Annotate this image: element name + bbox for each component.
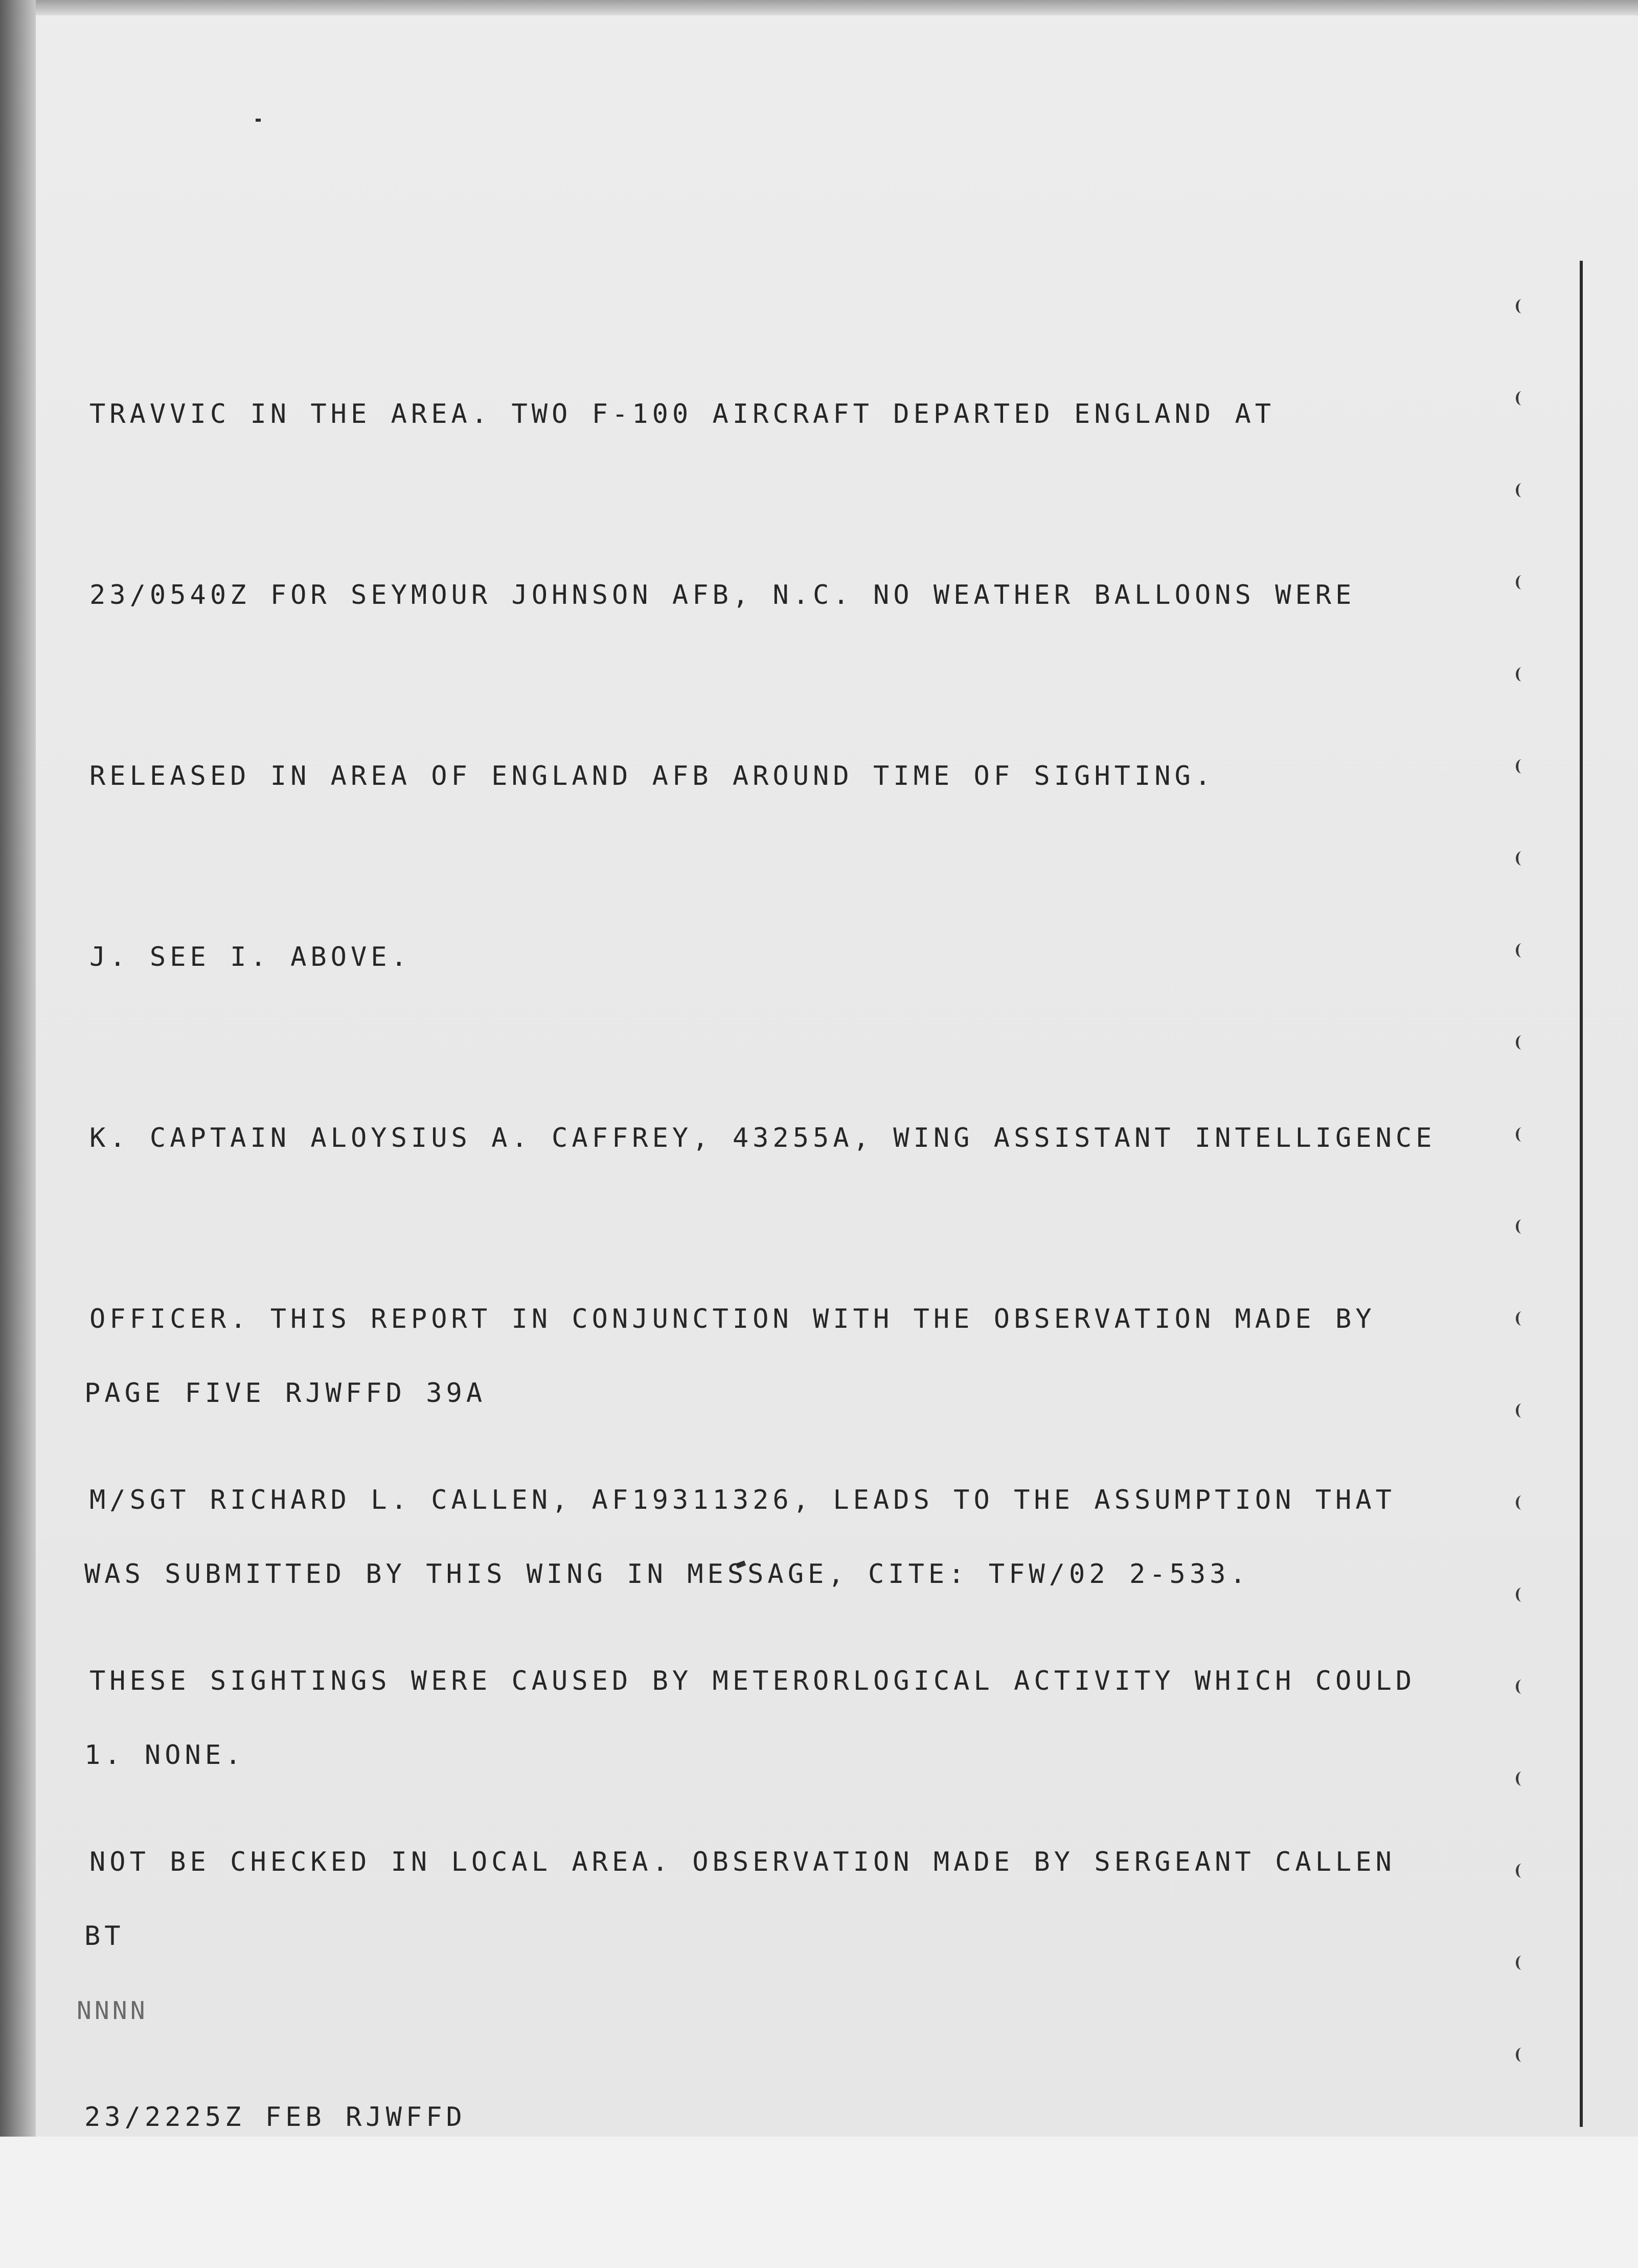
body-line: THESE SIGHTINGS WERE CAUSED BY METERORLOGICAL ACTIVITY WHICH COULD bbox=[89, 1666, 1416, 1696]
tractor-hole-icon bbox=[1516, 759, 1528, 774]
tractor-hole-icon bbox=[1516, 2048, 1528, 2062]
tractor-hole-icon bbox=[1516, 299, 1528, 313]
body-line: NOT BE CHECKED IN LOCAL AREA. OBSERVATION MADE BY SERGEANT CALLEN bbox=[89, 1847, 1396, 1877]
page-left-edge bbox=[0, 0, 36, 2137]
tractor-hole-icon bbox=[1516, 1219, 1528, 1234]
end-of-message-mark: NNNN bbox=[77, 1997, 148, 2025]
tractor-hole-icon bbox=[1516, 1311, 1528, 1326]
footer-line: BT bbox=[84, 1921, 125, 1952]
perforation-rule bbox=[1580, 261, 1583, 2127]
body-line: OFFICER. THIS REPORT IN CONJUNCTION WITH THE OBSERVATION MADE BY bbox=[89, 1304, 1376, 1334]
tractor-hole-icon bbox=[1516, 575, 1528, 589]
tractor-hole-icon bbox=[1516, 851, 1528, 866]
body-line: J. SEE I. ABOVE. bbox=[89, 942, 411, 972]
tractor-hole-icon bbox=[1516, 1864, 1528, 1878]
tractor-hole-icon bbox=[1516, 1680, 1528, 1694]
tractor-hole-icon bbox=[1516, 391, 1528, 405]
tractor-hole-icon bbox=[1516, 1587, 1528, 1602]
body-line: RELEASED IN AREA OF ENGLAND AFB AROUND TIME OF SIGHTING. bbox=[89, 761, 1215, 791]
tractor-hole-icon bbox=[1516, 1403, 1528, 1418]
tractor-hole-icon bbox=[1516, 1772, 1528, 1786]
footer-line: 1. NONE. bbox=[84, 1740, 245, 1771]
message-footer bbox=[84, 1242, 1250, 2268]
body-line: 23/0540Z FOR SEYMOUR JOHNSON AFB, N.C. NO WEATHER BALLOONS WERE bbox=[89, 580, 1356, 610]
tractor-hole-icon bbox=[1516, 943, 1528, 958]
tractor-hole-icon bbox=[1516, 1127, 1528, 1142]
body-line: TRAVVIC IN THE AREA. TWO F-100 AIRCRAFT DEPARTED ENGLAND AT bbox=[89, 399, 1276, 429]
body-line: K. CAPTAIN ALOYSIUS A. CAFFREY, 43255A, WING ASSISTANT INTELLIGENCE bbox=[89, 1123, 1436, 1153]
tractor-hole-icon bbox=[1516, 1035, 1528, 1050]
tractor-hole-icon bbox=[1516, 667, 1528, 682]
footer-line: WAS SUBMITTED BY THIS WING IN MESSAGE, CITE: TFW/02 2-533. bbox=[84, 1559, 1250, 1590]
tractor-hole-icon bbox=[1516, 1956, 1528, 1970]
page-top-edge bbox=[0, 0, 1638, 15]
tractor-hole-icon bbox=[1516, 1495, 1528, 1510]
date-time-group: 23/2225Z FEB RJWFFD bbox=[84, 2102, 466, 2133]
page-header-line: PAGE FIVE RJWFFD 39A bbox=[84, 1378, 487, 1409]
body-line: M/SGT RICHARD L. CALLEN, AF19311326, LEADS TO THE ASSUMPTION THAT bbox=[89, 1485, 1396, 1515]
tractor-hole-icon bbox=[1516, 483, 1528, 497]
ink-speck bbox=[256, 119, 261, 122]
